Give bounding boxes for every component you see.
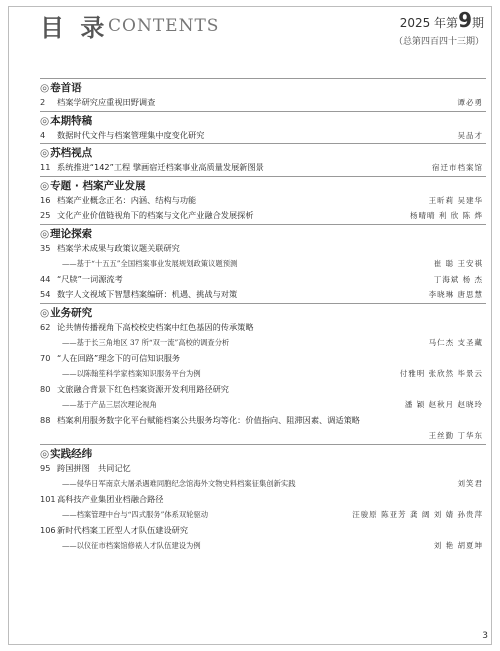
- toc-entry[interactable]: [40, 492, 486, 523]
- entry-row: [40, 95, 486, 111]
- entry-author: 刘笑君: [457, 479, 483, 488]
- toc-entry[interactable]: [40, 523, 486, 554]
- toc-section: [40, 78, 486, 111]
- entry-author: 潘 颖 赵秋月 赵晓玲: [404, 400, 483, 409]
- entry-title: “尺牍”一词源流考: [57, 273, 123, 284]
- toc-entry[interactable]: [40, 461, 486, 492]
- toc-title: 目 录: [40, 14, 109, 42]
- section-title: 专题 · 档案产业发展: [50, 179, 146, 192]
- toc-section: [40, 176, 486, 224]
- issue-line: [394, 8, 484, 32]
- entry-author: 丁海斌 杨 杰: [433, 274, 483, 284]
- entry-title: 档案学术成果与政策议题关联研究: [57, 242, 180, 253]
- entry-author: 谭必勇: [457, 98, 483, 107]
- toc-content: [40, 78, 486, 554]
- entry-row: [40, 320, 486, 336]
- entry-title: 文化产业价值链视角下的档案与文化产业融合发展探析: [57, 210, 254, 220]
- entry-author: 汪骏原 陈亚芳 龚 阔 刘 婧 孙贵萍: [352, 510, 483, 519]
- section-mark-icon: ◎: [40, 179, 50, 192]
- entry-subtitle-row: [40, 476, 486, 492]
- entry-author: 王昕莉 吴建华: [428, 195, 483, 205]
- entry-page: 70: [40, 352, 51, 363]
- section-heading: [40, 303, 486, 320]
- entry-page: 54: [40, 289, 51, 299]
- entry-page: 106: [40, 524, 56, 535]
- section-title: 理论探索: [50, 227, 93, 240]
- toc-section: [40, 224, 486, 303]
- entry-row: [40, 241, 486, 257]
- entry-page: 11: [40, 162, 51, 172]
- entry-row: [40, 461, 486, 477]
- entry-row: [40, 351, 486, 367]
- entry-title: 高科技产业集团业档融合路径: [57, 493, 164, 504]
- entry-title: 档案产业概念正名：内涵、结构与功能: [57, 194, 197, 205]
- entry-title: 跨国拼图 共同记忆: [57, 462, 131, 473]
- entry-title: 档案利用服务数字化平台赋能档案公共服务均等化：价值指向、阻滞因素、调适策略: [57, 414, 360, 425]
- page-number: 3: [482, 631, 488, 641]
- section-title: 实践经纬: [50, 447, 93, 460]
- entry-subtitle: ——档案管理中台与“四式服务”体系双轮驱动: [62, 510, 209, 519]
- entry-page: 35: [40, 242, 51, 253]
- section-title: 本期特稿: [50, 114, 93, 127]
- entry-author: 李晓琳 唐思慧: [428, 290, 483, 299]
- section-title: 卷首语: [50, 82, 82, 94]
- entry-author: 付雅明 张欣然 毕景云: [399, 369, 483, 378]
- toc-entry[interactable]: [40, 287, 486, 303]
- entry-title: “人在回路”理念下的可信知识服务: [57, 352, 181, 363]
- toc-entry[interactable]: [40, 241, 486, 272]
- section-title: 业务研究: [50, 306, 93, 319]
- toc-entry[interactable]: [40, 320, 486, 351]
- toc-section: [40, 143, 486, 176]
- entry-row: [40, 128, 486, 144]
- toc-entry[interactable]: [40, 160, 486, 176]
- issue-number: 9: [458, 8, 472, 32]
- entry-page: 95: [40, 462, 51, 473]
- entry-page: 62: [40, 321, 51, 332]
- entry-page: 4: [40, 129, 46, 140]
- entry-row: [40, 208, 486, 224]
- entry-title: 新时代档案工匠型人才队伍建设研究: [57, 524, 189, 535]
- entry-subtitle-row: [40, 538, 486, 554]
- section-mark-icon: ◎: [40, 82, 50, 94]
- entry-row: [40, 492, 486, 508]
- toc-section: [40, 444, 486, 554]
- entry-author: 宿迁市档案馆: [432, 163, 483, 172]
- entry-author: 马仁杰 支圣藏: [428, 338, 483, 347]
- issue-suffix: 期: [471, 16, 484, 30]
- entry-page: 44: [40, 273, 51, 284]
- entry-title: 论共情传播视角下高校校史档案中红色基因的传承策略: [57, 321, 254, 332]
- toc-entry[interactable]: [40, 208, 486, 224]
- toc-entry[interactable]: [40, 128, 486, 144]
- entry-subtitle-row: [40, 507, 486, 523]
- toc-section: [40, 303, 486, 444]
- section-mark-icon: ◎: [40, 306, 50, 319]
- section-mark-icon: ◎: [40, 227, 50, 240]
- entry-subtitle: ——以仪征市档案馆修裱人才队伍建设为例: [62, 541, 201, 550]
- section-heading: [40, 224, 486, 241]
- entry-title: 系统推进“142”工程 擘画宿迁档案事业高质量发展新图景: [57, 162, 264, 172]
- section-heading: [40, 143, 486, 160]
- entry-author: 吴品才: [457, 130, 483, 140]
- entry-row: [40, 287, 486, 303]
- toc-section: [40, 111, 486, 144]
- section-heading: [40, 444, 486, 461]
- entry-row: [40, 523, 486, 539]
- entry-row: [40, 413, 486, 429]
- toc-entry[interactable]: [40, 95, 486, 111]
- entry-subtitle-row: [40, 256, 486, 272]
- section-mark-icon: ◎: [40, 114, 50, 127]
- toc-header: [40, 8, 490, 48]
- section-title: 苏档视点: [50, 147, 93, 159]
- entry-page: 80: [40, 383, 51, 394]
- entry-title: 档案学研究应重视田野调查: [57, 97, 156, 107]
- entry-subtitle: ——基于长三角地区 37 所“双一流”高校的调查分析: [62, 338, 230, 347]
- entry-author: 杨晴晴 利 欣 陈 烨: [409, 211, 483, 220]
- entry-subtitle: ——以陈翰笙科学家档案知识服务平台为例: [62, 369, 201, 378]
- section-mark-icon: ◎: [40, 147, 50, 159]
- entry-title: 文旅融合背景下红色档案资源开发利用路径研究: [57, 383, 229, 394]
- entry-title: 数据时代文件与档案管理集中度变化研究: [57, 129, 205, 140]
- entry-author: 王丝勤 丁华东: [428, 431, 483, 440]
- entry-author-row: [40, 428, 486, 444]
- entry-title: 数字人文视域下智慧档案编研：机遇、挑战与对策: [57, 289, 238, 299]
- entry-row: [40, 272, 486, 288]
- entry-page: 2: [40, 97, 46, 107]
- section-mark-icon: ◎: [40, 447, 50, 460]
- entry-subtitle-row: [40, 335, 486, 351]
- entry-author: 刘 艳 胡夏坤: [433, 541, 483, 550]
- entry-row: [40, 193, 486, 209]
- toc-entry[interactable]: [40, 272, 486, 288]
- toc-entry[interactable]: [40, 413, 486, 444]
- total-issue: （总第四百四十三期）: [393, 37, 484, 47]
- toc-title-en: CONTENTS: [108, 16, 220, 36]
- entry-row: [40, 160, 486, 176]
- issue-year: 2025 年第: [399, 16, 459, 30]
- entry-page: 88: [40, 414, 51, 425]
- toc-entry[interactable]: [40, 193, 486, 209]
- entry-subtitle-row: [40, 366, 486, 382]
- section-heading: [40, 78, 486, 95]
- entry-subtitle: ——侵华日军南京大屠杀遇难同胞纪念馆海外文物史料档案征集创新实践: [62, 479, 296, 488]
- section-heading: [40, 111, 486, 128]
- entry-page: 16: [40, 194, 51, 205]
- toc-entry[interactable]: [40, 382, 486, 413]
- issue-info: [394, 8, 484, 47]
- toc-entry[interactable]: [40, 351, 486, 382]
- section-heading: [40, 176, 486, 193]
- entry-subtitle-row: [40, 397, 486, 413]
- entry-subtitle: ——基于“十五五”全国档案事业发展规划政策议题预测: [62, 259, 238, 268]
- entry-row: [40, 382, 486, 398]
- entry-subtitle: ——基于产品三层次理论视角: [62, 400, 157, 409]
- entry-author: 崔 聪 王安祺: [433, 259, 483, 268]
- entry-page: 101: [40, 493, 56, 504]
- entry-page: 25: [40, 210, 51, 220]
